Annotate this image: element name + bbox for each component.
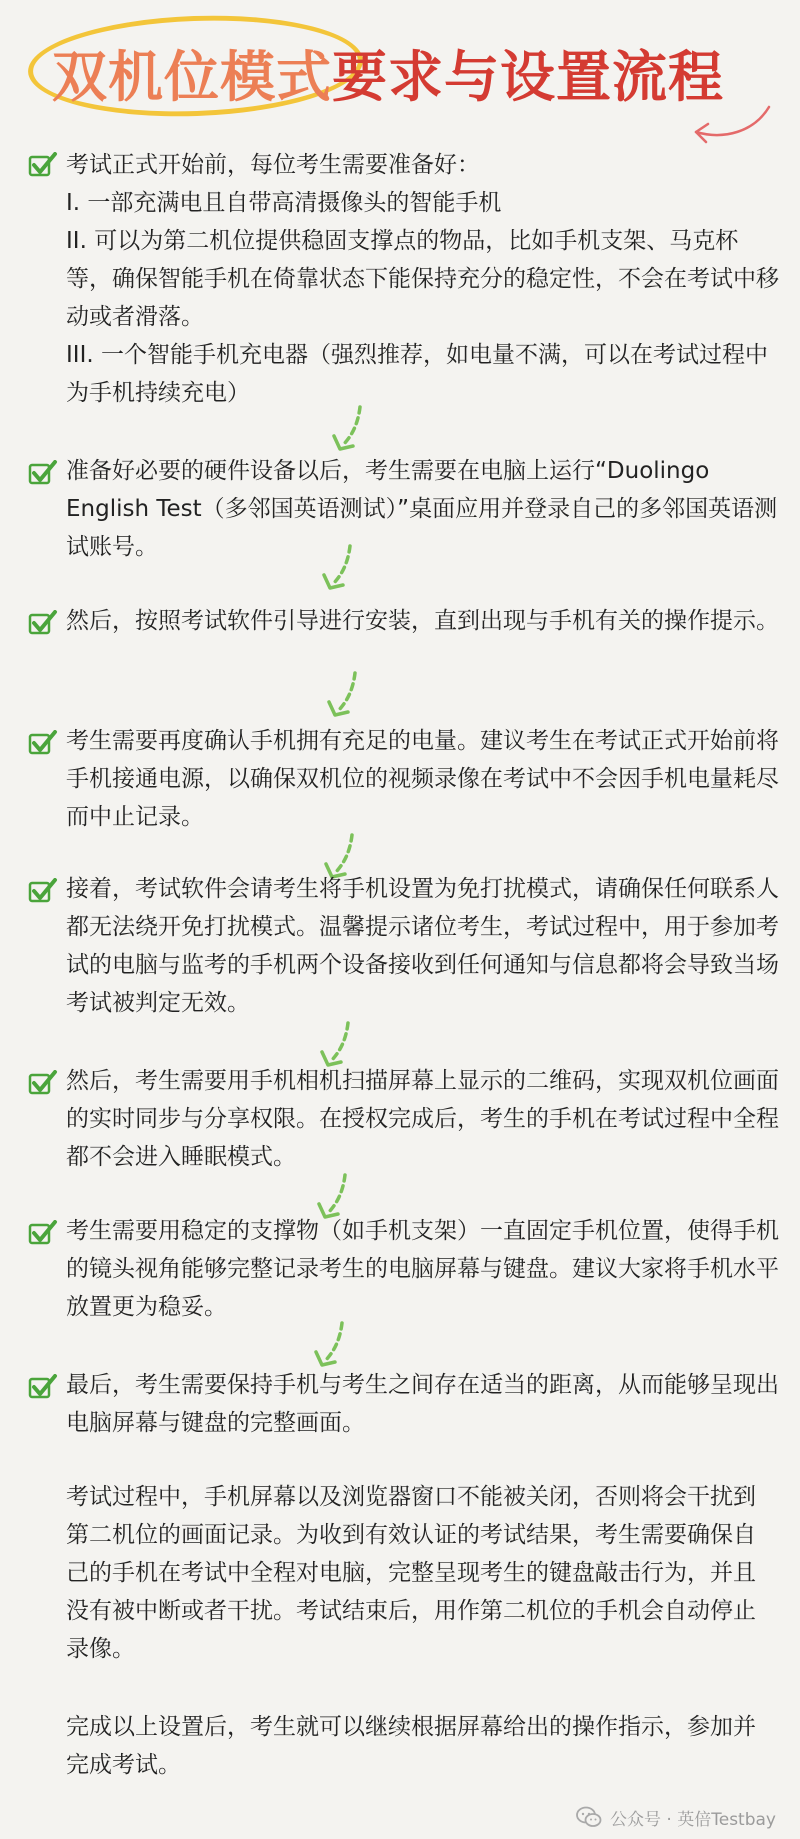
step-8 bbox=[28, 1366, 780, 1442]
title-highlight: 双机位模式 bbox=[52, 45, 333, 109]
curved-arrow-icon bbox=[684, 102, 774, 147]
step-4-text: 考生需要再度确认手机拥有充足的电量。建议考生在考试正式开始前将手机接通电源，以确保双机位的视频录像在考试中不会因手机电量耗尽而中止记录。 bbox=[66, 728, 779, 830]
step-2-text: 准备好必要的硬件设备以后，考生需要在电脑上运行“Duolingo English Test（多邻国英语测试）”桌面应用并登录自己的多邻国英语测试账号。 bbox=[66, 458, 778, 560]
dashed-down-arrow-icon bbox=[330, 404, 370, 456]
page-title bbox=[52, 42, 724, 112]
checkbox-check-icon bbox=[28, 1070, 58, 1096]
dashed-down-arrow-icon bbox=[325, 670, 365, 722]
checkbox-check-icon bbox=[28, 610, 58, 636]
dashed-down-arrow-icon bbox=[312, 1320, 352, 1372]
checkbox-check-icon bbox=[28, 1220, 58, 1246]
step-6 bbox=[28, 1062, 780, 1176]
step-3 bbox=[28, 602, 780, 640]
step-2 bbox=[28, 452, 780, 566]
step-7-text: 考生需要用稳定的支撑物（如手机支架）一直固定手机位置，使得手机的镜头视角能够完整记录考生的电脑屏幕与键盘。建议大家将手机水平放置更为稳妥。 bbox=[66, 1218, 779, 1320]
step-7 bbox=[28, 1212, 780, 1326]
step-4 bbox=[28, 722, 780, 836]
checkbox-check-icon bbox=[28, 1374, 58, 1400]
step-8-text: 最后，考生需要保持手机与考生之间存在适当的距离，从而能够呈现出电脑屏幕与键盘的完整画面。 bbox=[66, 1372, 779, 1436]
step-1-item-2: II. 可以为第二机位提供稳固支撑点的物品，比如手机支架、马克杯等，确保智能手机在倚靠状态下能保持充分的稳定性，不会在考试中移动或者滑落。 bbox=[66, 228, 779, 330]
title-rest: 要求与设置流程 bbox=[332, 45, 725, 109]
step-1 bbox=[28, 146, 780, 412]
step-1-text bbox=[66, 146, 780, 412]
title-block bbox=[24, 12, 784, 132]
step-1-intro: 考试正式开始前，每位考生需要准备好： bbox=[66, 152, 480, 178]
checkbox-check-icon bbox=[28, 460, 58, 486]
footer-text: 公众号 · 英倍Testbay bbox=[610, 1809, 776, 1830]
checkbox-check-icon bbox=[28, 878, 58, 904]
step-1-item-1: I. 一部充满电且自带高清摄像头的智能手机 bbox=[66, 190, 502, 216]
wechat-icon bbox=[576, 1806, 602, 1828]
dashed-down-arrow-icon bbox=[320, 543, 360, 595]
checkbox-check-icon bbox=[28, 152, 58, 178]
step-6-text: 然后，考生需要用手机相机扫描屏幕上显示的二维码，实现双机位画面的实时同步与分享权限。在授权完成后，考生的手机在考试过程中全程都不会进入睡眠模式。 bbox=[66, 1068, 779, 1170]
final-note: 完成以上设置后，考生就可以继续根据屏幕给出的操作指示，参加并完成考试。 bbox=[66, 1714, 756, 1778]
step-5 bbox=[28, 870, 780, 1022]
footer-watermark bbox=[576, 1802, 776, 1832]
checkbox-check-icon bbox=[28, 730, 58, 756]
step-3-text: 然后，按照考试软件引导进行安装，直到出现与手机有关的操作提示。 bbox=[66, 608, 779, 634]
step-5-text: 接着，考试软件会请考生将手机设置为免打扰模式，请确保任何联系人都无法绕开免打扰模式。温馨提示诸位考生，考试过程中，用于参加考试的电脑与监考的手机两个设备接收到任何通知与信息都将会导致当场考试被判定无效。 bbox=[66, 876, 779, 1016]
step-1-item-3: III. 一个智能手机充电器（强烈推荐，如电量不满，可以在考试过程中为手机持续充电） bbox=[66, 342, 768, 406]
closing-note: 考试过程中，手机屏幕以及浏览器窗口不能被关闭，否则将会干扰到第二机位的画面记录。为收到有效认证的考试结果，考生需要确保自己的手机在考试中全程对电脑，完整呈现考生的键盘敲击行为，并且没有被中断或者干扰。考试结束后，用作第二机位的手机会自动停止录像。 bbox=[66, 1484, 756, 1662]
